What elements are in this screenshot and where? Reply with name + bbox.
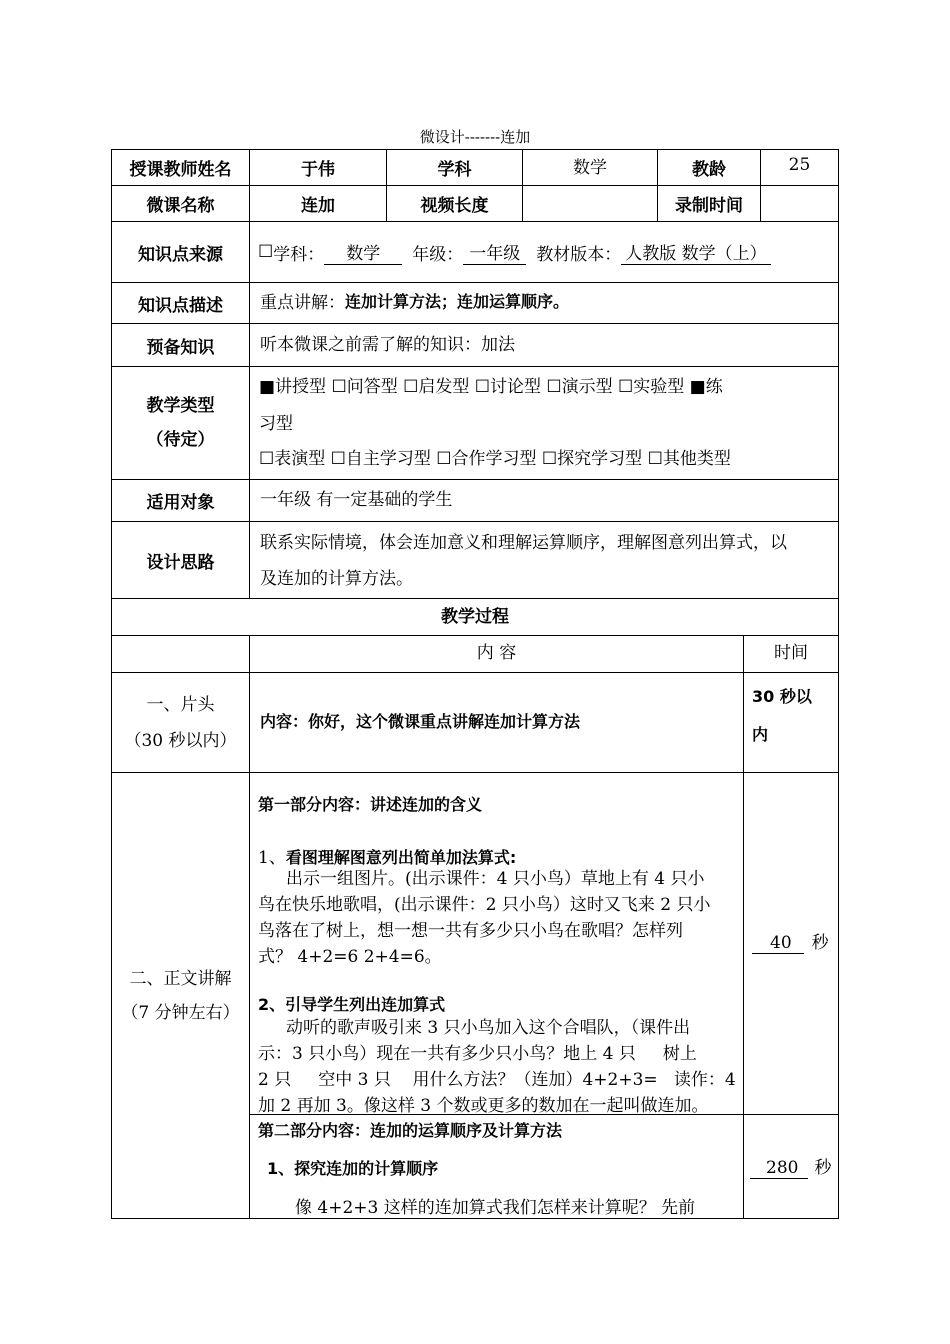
- part2-time: 280 秒: [744, 1115, 838, 1218]
- main-label-cell: 二、正文讲解 （7 分钟左右）: [121, 968, 240, 1023]
- teaching-type-line-2: 习型: [259, 414, 293, 434]
- teaching-type-label-cell: [112, 367, 249, 479]
- teaching-age-value: 25: [788, 155, 811, 175]
- prerequisite-content: 听本微课之前需了解的知识：加法: [260, 334, 515, 355]
- subject-label: 学科: [437, 160, 472, 180]
- course-value: 连加: [301, 196, 335, 216]
- knowledge-source-label: 知识点来源: [138, 244, 223, 265]
- part2-title: 第二部分内容：连加的运算顺序及计算方法: [258, 1121, 563, 1140]
- knowledge-subject: 数学: [324, 239, 402, 265]
- teacher-label: 授课教师姓名: [129, 160, 232, 180]
- audience-content: 一年级 有一定基础的学生: [260, 490, 453, 510]
- part1-item2-title: 2、引导学生列出连加算式: [258, 995, 446, 1014]
- part2-item1: 1、探究连加的计算顺序: [267, 1159, 439, 1178]
- part1-item1-title: 1、看图理解图意列出简单加法算式:: [258, 848, 517, 868]
- teaching-type-sublabel: （待定）: [146, 430, 215, 450]
- part1-item1-text: 出示一组图片。(出示课件：4 只小鸟）草地上有 4 只小 鸟在快乐地歌唱，(出示课件：2 只小鸟）这时又飞来 2 只小 鸟落在了树上，想一想一共有多少只小鸟在歌唱？怎样列 式？ 4+2=6 2+4=6。: [258, 869, 711, 967]
- part2-text: 像 4+2+3 这样的连加算式我们怎样来计算呢？ 先前: [295, 1198, 696, 1218]
- part1-item2-text: 动听的歌声吸引来 3 只小鸟加入这个合唱队，（课件出 示：3 只小鸟）现在一共有多少只小鸟？地上 4 只 树上 2 只 空中 3 只 用什么方法？（连加）4+2+3= 读作：4 加 2 再加 3。像这样 3 个数或更多的数加在一起叫做连加。: [258, 1018, 736, 1116]
- course-label: 微课名称: [146, 196, 215, 216]
- design-content: 联系实际情境，体会连加意义和理解运算顺序，理解图意列出算式，以 及连加的计算方法。: [260, 533, 787, 589]
- part2-time-value: 280: [750, 1158, 808, 1179]
- content-header: 内 容: [476, 642, 517, 663]
- part1-content: [250, 773, 743, 1114]
- design-label: 设计思路: [146, 552, 215, 573]
- teaching-type-label: 教学类型: [146, 396, 215, 416]
- video-length-value: [523, 186, 657, 221]
- document-title: 微设计-------连加: [419, 128, 531, 146]
- teaching-age-label: 教龄: [692, 160, 726, 180]
- record-time-value: [761, 186, 838, 221]
- knowledge-desc-content: 重点讲解： 连加计算方法；连加运算顺序。: [260, 291, 570, 313]
- process-title: 教学过程: [441, 606, 509, 627]
- knowledge-grade: 一年级: [463, 239, 526, 265]
- intro-label-cell: 一、片头 （30 秒以内）: [124, 694, 237, 751]
- audience-label: 适用对象: [146, 493, 215, 513]
- teaching-type-line-3: ☐表演型 ☐自主学习型 ☐合作学习型 ☐探究学习型 ☐其他类型: [259, 449, 731, 469]
- intro-time: 30 秒以 内: [752, 687, 812, 744]
- time-header: 时间: [774, 642, 808, 663]
- part2-content: [250, 1115, 743, 1218]
- teaching-type-options: [250, 367, 838, 479]
- teaching-type-line-1: ■讲授型 ☐问答型 ☐启发型 ☐讨论型 ☐演示型 ☐实验型 ■练: [259, 377, 723, 397]
- subject-value: 数学: [573, 157, 607, 178]
- knowledge-edition: 人教版 数学（上）: [621, 239, 770, 265]
- part1-title: 第一部分内容：讲述连加的含义: [258, 795, 483, 814]
- record-time-label: 录制时间: [675, 196, 743, 216]
- part1-time: 40 秒: [744, 773, 838, 1114]
- video-length-label: 视频长度: [420, 196, 489, 216]
- teacher-value: 于伟: [301, 160, 335, 180]
- knowledge-desc-label: 知识点描述: [138, 295, 223, 316]
- checkbox-icon: ☐: [258, 242, 274, 262]
- intro-content: 内容：你好，这个微课重点讲解连加计算方法: [260, 711, 581, 731]
- prerequisite-label: 预备知识: [146, 337, 215, 358]
- part1-time-value: 40: [752, 933, 804, 954]
- knowledge-source-content: ☐ 学科： 数学 年级： 一年级 教材版本： 人教版 数学（上）: [250, 222, 838, 282]
